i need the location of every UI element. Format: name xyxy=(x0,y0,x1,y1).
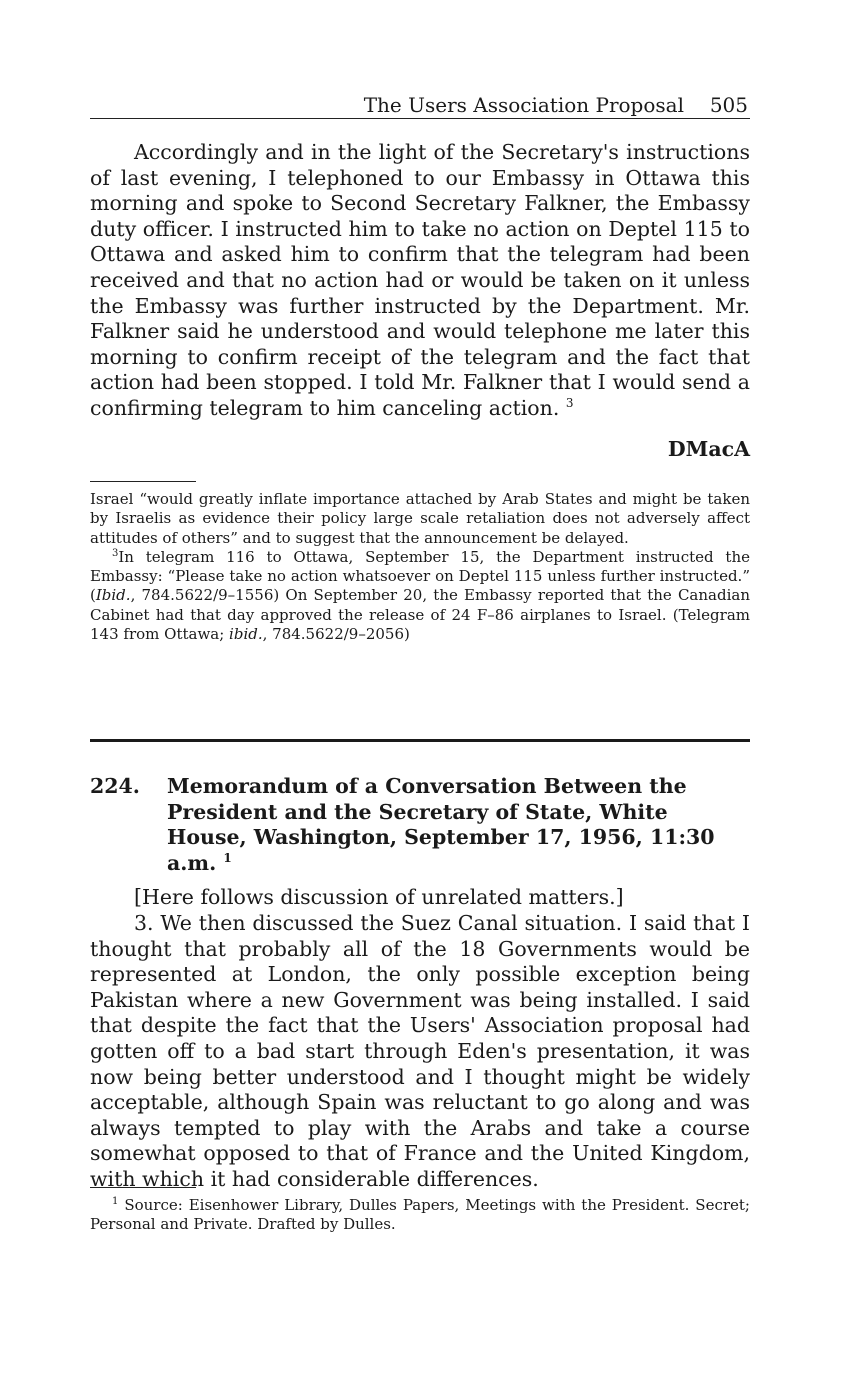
footnote-1-marker: 1 xyxy=(112,1196,119,1207)
footnote-divider-bottom xyxy=(90,1187,196,1188)
signature-initials: DMacA xyxy=(667,437,750,461)
editorial-note xyxy=(90,885,750,911)
footnote-1 xyxy=(90,1196,750,1235)
document-title xyxy=(167,774,750,876)
running-header xyxy=(90,92,750,119)
footnote-3-text-a: In telegram 116 to Ottawa, September 15, the Department instructed the Embassy: “Please take no action whatsoever on Deptel 115 unless further instructed.” ( xyxy=(90,547,750,605)
footnote-1-text: Source: Eisenhower Library, Dulles Papers, Meetings with the President. Secret; Personal and Private. Drafted by Dulles. xyxy=(90,1196,750,1234)
footnote-continued: Israel “would greatly inflate importance attached by Arab States and might be taken by Israelis as evidence their policy large scale retaliation does not adversely affect attitudes of others” and to suggest that the announcement be delayed. xyxy=(90,490,750,547)
footnote-3-ibid-a: Ibid. xyxy=(95,586,131,605)
footnote-3-text-c: , 784.5622/9–2056) xyxy=(262,625,410,644)
section-divider xyxy=(90,739,750,742)
footnotes-bottom xyxy=(90,1196,750,1235)
footnote-3-text-b: , 784.5622/9–1556) On September 20, the Embassy reported that the Canadian Cabinet had that day approved the release of 24 F–86 airplanes to Israel. (Telegram 143 from Ottawa; xyxy=(90,586,750,644)
page-number: 505 xyxy=(709,93,748,117)
running-title: The Users Association Proposal xyxy=(363,93,684,117)
body-paragraph-accordingly xyxy=(90,140,750,422)
footnote-3 xyxy=(90,548,750,644)
editorial-note-text: [Here follows discussion of unrelated matters.] xyxy=(134,885,624,909)
footnote-ref-3: 3 xyxy=(565,396,574,411)
document-number: 224. xyxy=(90,774,140,798)
paragraph-text: Accordingly and in the light of the Secretary's instructions of last evening, I telephoned to our Embassy in Ottawa this morning and spoke to Second Secretary Falkner, the Embassy duty officer. I instructed him to take no action on Deptel 115 to Ottawa and asked him to confirm that the telegram had been received and that no action had or would be taken on it unless the Embassy was further instructed by the Department. Mr. Falkner said he understood and would telephone me later this morning to confirm receipt of the telegram and the fact that action had been stopped. I told Mr. Falkner that I would send a confirming telegram to him canceling action. xyxy=(90,140,750,420)
footnote-ref-1: 1 xyxy=(223,850,232,865)
footnotes-top xyxy=(90,490,750,644)
document-title-text: Memorandum of a Conversation Between the President and the Secretary of State, White House, Washington, September 17, 1956, 11:30 a.m. xyxy=(167,774,715,875)
footnote-divider xyxy=(90,481,196,482)
body-paragraph-suez: 3. We then discussed the Suez Canal situation. I said that I thought that probably all of the 18 Governments would be represented at London, the only possible exception being Pakistan where a new Government was being installed. I said that despite the fact that the Users' Association proposal had gotten off to a bad start through Eden's presentation, it was now being better understood and I thought might be widely acceptable, although Spain was reluctant to go along and was always tempted to play with the Arabs and take a course somewhat opposed to that of France and the United Kingdom, with which it had considerable differences. xyxy=(90,911,750,1191)
footnote-3-marker: 3 xyxy=(112,547,119,559)
footnote-3-ibid-b: ibid. xyxy=(229,625,263,644)
